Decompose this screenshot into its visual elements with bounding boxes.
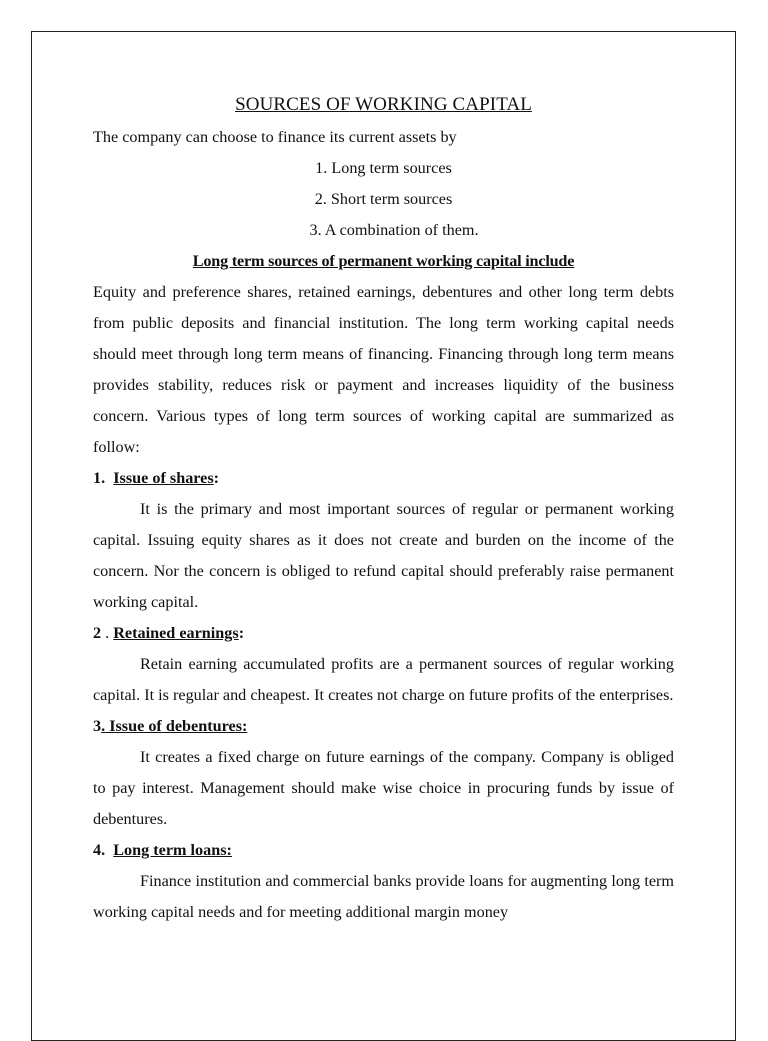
- option-item: 1. Long term sources: [315, 159, 452, 177]
- section-heading-loans: [93, 835, 674, 866]
- options-list: [93, 153, 674, 246]
- section-suffix: :: [238, 624, 245, 642]
- section-title: Retained earnings: [113, 624, 239, 642]
- section-heading-retained-earnings: [93, 618, 674, 649]
- intro-text: The company can choose to finance its current assets by: [93, 128, 457, 146]
- section-number: 3: [93, 717, 102, 735]
- long-term-subheading: Long term sources of permanent working capital include: [192, 252, 575, 270]
- section-suffix: :: [213, 469, 220, 487]
- section-number: 2: [93, 624, 102, 642]
- section-body-loans: Finance institution and commercial banks provide loans for augmenting long term working capital needs and for meeting additional margin money: [93, 872, 674, 921]
- section-title: Issue of debentures:: [105, 717, 248, 735]
- option-item: 2. Short term sources: [314, 190, 453, 208]
- section-separator: .: [101, 624, 114, 642]
- section-body-shares: It is the primary and most important sources of regular or permanent working capital. Issuing equity shares as it does not create and burden on the income of the concern. Nor the concern is obliged to refund capital should preferably raise permanent working capital.: [93, 500, 674, 611]
- section-body-retained-earnings: Retain earning accumulated profits are a permanent sources of regular working capital. It is regular and cheapest. It creates not charge on future profits of the enterprises.: [93, 655, 674, 704]
- section-number: 4.: [93, 841, 106, 859]
- section-title: Issue of shares: [113, 469, 214, 487]
- section-separator: .: [101, 717, 106, 735]
- page-title: SOURCES OF WORKING CAPITAL: [235, 94, 532, 115]
- section-heading-shares: [93, 463, 674, 494]
- option-item: 3. A combination of them.: [309, 221, 479, 239]
- section-number: 1.: [93, 469, 106, 487]
- section-body-debentures: It creates a fixed charge on future earnings of the company. Company is obliged to pay interest. Management should make wise choice in procuring funds by issue of debentures.: [93, 748, 674, 828]
- overview-paragraph: Equity and preference shares, retained earnings, debentures and other long term debts from public deposits and financial institution. The long term working capital needs should meet through long term means of financing. Financing through long term means provides stability, reduces risk or payment and increases liquidity of the business concern. Various types of long term sources of working capital are summarized as follow:: [93, 283, 674, 456]
- section-heading-debentures: [93, 711, 674, 742]
- section-title: Long term loans:: [113, 841, 232, 859]
- document-body: [93, 90, 674, 928]
